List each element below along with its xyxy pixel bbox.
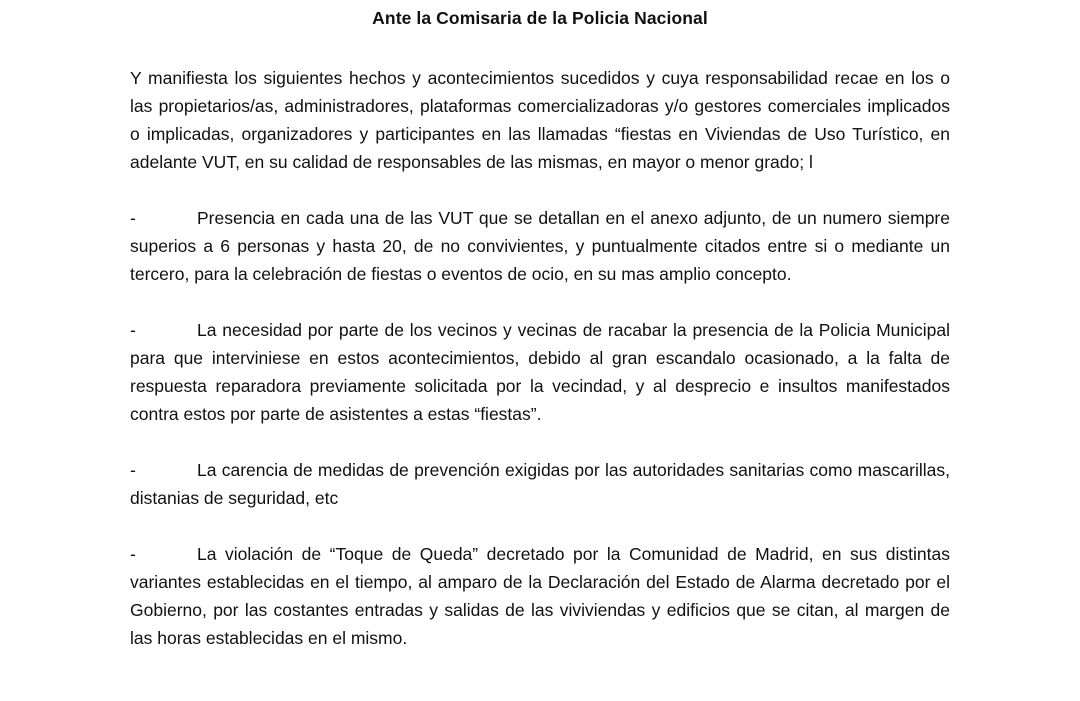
bullet-paragraph-2 (130, 316, 950, 428)
bullet-dash: - (130, 544, 136, 564)
bullet-dash: - (130, 208, 136, 228)
bullet-text-3: La carencia de medidas de prevención exigidas por las autoridades sanitarias como mascarillas, distanias de seguridad, etc (130, 460, 950, 508)
bullet-paragraph-4 (130, 540, 950, 652)
intro-paragraph: Y manifiesta los siguientes hechos y acontecimientos sucedidos y cuya responsabilidad recae en los o las propietarios/as, administradores, plataformas comercializadoras y/o gestores comerciales implicados o implicadas, organizadores y participantes en las llamadas “fiestas en Viviendas de Uso Turístico, en adelante VUT, en su calidad de responsables de las mismas, en mayor o menor grado; l (130, 68, 950, 172)
bullet-dash: - (130, 320, 136, 340)
bullet-paragraph-1 (130, 204, 950, 288)
document-title: Ante la Comisaria de la Policia Nacional (372, 8, 708, 28)
bullet-text-2: La necesidad por parte de los vecinos y vecinas de racabar la presencia de la Policia Municipal para que interviniese en estos acontecimientos, debido al gran escandalo ocasionado, a la falta de respuesta reparadora previamente solicitada por la vecindad, y al desprecio e insultos manifestados contra estos por parte de asistentes a estas “fiestas”. (130, 320, 950, 424)
bullet-text-4: La violación de “Toque de Queda” decretado por la Comunidad de Madrid, en sus distintas variantes establecidas en el tiempo, al amparo de la Declaración del Estado de Alarma decretado por el Gobierno, por las costantes entradas y salidas de las viviviendas y edificios que se citan, al margen de las horas establecidas en el mismo. (130, 544, 950, 648)
bullet-text-1: Presencia en cada una de las VUT que se detallan en el anexo adjunto, de un numero siempre superios a 6 personas y hasta 20, de no convivientes, y puntualmente citados entre si o mediante un tercero, para la celebración de fiestas o eventos de ocio, en su mas amplio concepto. (130, 208, 950, 284)
bullet-paragraph-3 (130, 456, 950, 512)
bullet-dash: - (130, 460, 136, 480)
